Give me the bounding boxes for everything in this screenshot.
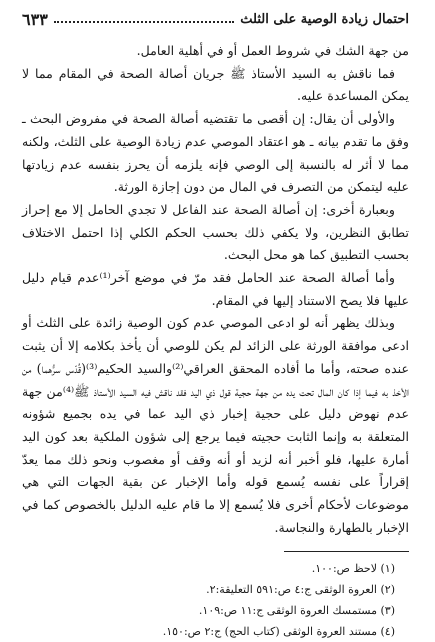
footnote: (١) لاحظ ص:١٠٠. (311, 562, 395, 576)
paragraph: من جهة الشك في شروط العمل أو في أهلية العامل. (136, 43, 409, 58)
paragraph: وأما أصالة الصحة عند الحامل فقد مرّ في موضع آخر⁽¹⁾عدم قيام دليل عليها فلا يصح الاستناد إليها في المقام. (22, 270, 409, 308)
footnote: (٣) مستمسك العروة الوثقى ج:١١ ص:١٠٩. (198, 604, 395, 618)
paragraph: وبذلك يظهر أنه لو ادعى الموصي عدم كون الوصية زائدة على الثلث أو ادعى موافقة الورثة على الزائد لم يكن للوصي أن يأخذ بكلامه إلا أن يثبت عنده صحته، وأما ما أفاده المحقق العراقي⁽²⁾والسيد الحكيم⁽³⁾(قُدّس سرُّهما) من الأخذ به فيما إذا كان المال تحت يده من جهة حجية قول ذي اليد فقد ناقش فيه السيد الأستاذ ﷺ⁽⁴⁾من جهة عدم نهوض دليل على حجية إخبار ذي اليد عما في يده بجميع شؤونه المتعلقة به وإنما الثابت حجيته فيما يرجع إلى شؤون الملكية بعد كون اليد أمارة عليها، فلو أخبر أنه لزيد أو أنه وقف أو مغصوب ونحو ذلك مما يعدّ إقراراً على نفسه يُسمع قوله وأما الإخبار عن بقية الجهات التي هي موضوعات لأحكام أخرى فلا يُسمع إلا ما قام عليه الدليل بالخصوص كما في الإخبار بالطهارة والنجاسة. (22, 315, 409, 535)
paragraph: والأولى أن يقال: إن أقصى ما تقتضيه أصالة الصحة في مفروض البحث ـ وفق ما تقدم بيانه ـ هو اعتقاد الموصي عدم زيادة الوصية على الثلث، ولكنه مما لا أثر له بالنسبة إلى الوصي فإنه يلزمه أن يحرز بنفسه عدم زيادتها عليه ليتمكن من التصرف في المال من دون إجازة الورثة. (22, 111, 409, 195)
page-number: ٦٣٣ (22, 9, 48, 29)
running-header (22, 8, 409, 30)
header-dotted-leader (54, 21, 234, 23)
footnote-separator (284, 551, 409, 552)
paragraph: فما ناقش به السيد الأستاذ ﷺ جريان أصالة الصحة في المقام مما لا يمكن المساعدة عليه. (22, 65, 409, 104)
main-text (22, 40, 409, 539)
chapter-title: احتمال زيادة الوصية على الثلث (240, 11, 409, 27)
paragraph: وبعبارة أخرى: إن أصالة الصحة عند الفاعل لا تجدي الحامل إلا مع إحراز تطابق النظرين، ولا يكفي ذلك بحسب الحكم الكلي إذا احتمل الاختلاف بحسب التطبيق كما هو محل البحث. (22, 201, 409, 263)
footnote: (٢) العروة الوثقى ج:٤ ص:٥٩١ التعليقة:٢. (206, 583, 395, 597)
footnotes (22, 558, 409, 642)
footnote: (٤) مستند العروة الوثقى (كتاب الحج) ج:٢ ص:١٥٠. (162, 625, 395, 639)
